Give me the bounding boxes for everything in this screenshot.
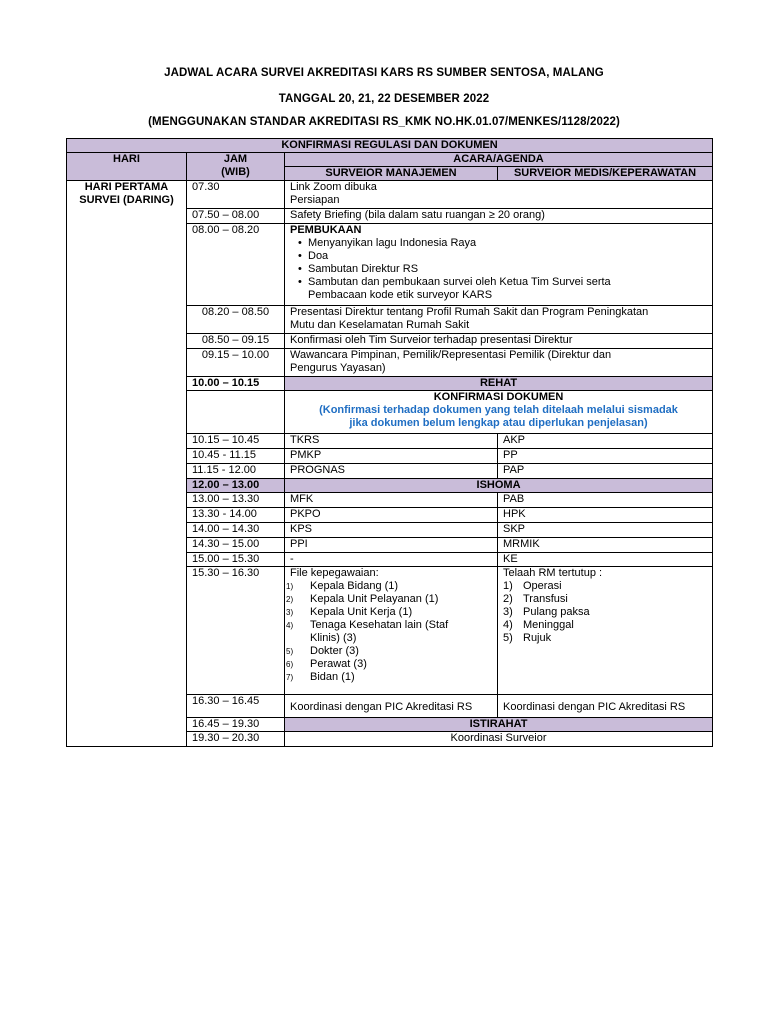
list-number: 3) — [503, 606, 513, 618]
manajemen-header: SURVEIOR MANAJEMEN — [285, 167, 498, 181]
agenda-cell: Konfirmasi oleh Tim Surveior terhadap presentasi Direktur — [285, 334, 713, 349]
list-item — [503, 580, 707, 593]
list-item — [286, 658, 492, 671]
agenda-cell — [285, 306, 713, 334]
list-text: Kepala Bidang (1) — [310, 580, 399, 592]
agenda-cell — [285, 349, 713, 377]
list-number: 1) — [503, 580, 513, 592]
list-item — [286, 619, 492, 632]
manajemen-cell: PROGNAS — [285, 464, 498, 479]
telaah-rm-heading: Telaah RM tertutup : — [503, 567, 603, 579]
section-header-row — [67, 139, 713, 153]
document-standard: (MENGGUNAKAN STANDAR AKREDITASI RS_KMK NO.HK.01.07/MENKES/1128/2022) — [148, 116, 620, 128]
agenda-cell — [285, 181, 713, 209]
list-item — [503, 619, 707, 632]
time-cell: 13.00 – 13.30 — [187, 493, 285, 508]
time-cell: 16.30 – 16.45 — [187, 695, 285, 718]
medis-cell: PAB — [498, 493, 713, 508]
time-cell: 15.00 – 15.30 — [187, 553, 285, 567]
hari-header: HARI — [67, 153, 187, 181]
list-text: Dokter (3) — [310, 645, 359, 657]
list-text: Klinis) (3) — [310, 632, 357, 644]
agenda-line: Presentasi Direktur tentang Profil Rumah Sakit dan Program Peningkatan — [290, 306, 649, 318]
list-text: Operasi — [523, 580, 562, 592]
manajemen-cell: - — [285, 553, 498, 567]
medis-cell: Koordinasi dengan PIC Akreditasi RS — [498, 695, 713, 718]
ishoma-cell: ISHOMA — [285, 479, 713, 493]
list-number: 4) — [286, 621, 294, 630]
list-item — [286, 593, 492, 606]
list-item — [503, 606, 707, 619]
list-number: 7) — [286, 673, 294, 682]
agenda-line: Wawancara Pimpinan, Pemilik/Representasi Pemilik (Direktur dan — [290, 349, 612, 361]
medis-cell: HPK — [498, 508, 713, 523]
list-number: 4) — [503, 619, 513, 631]
istirahat-cell: ISTIRAHAT — [285, 718, 713, 732]
list-text: Rujuk — [523, 632, 552, 644]
document-date: TANGGAL 20, 21, 22 DESEMBER 2022 — [278, 93, 490, 105]
medis-cell: PAP — [498, 464, 713, 479]
list-item: • Doa — [302, 250, 707, 263]
medis-cell: SKP — [498, 523, 713, 538]
list-text: Pulang paksa — [523, 606, 590, 618]
list-item — [286, 606, 492, 619]
medis-cell: MRMIK — [498, 538, 713, 553]
time-cell: 13.30 - 14.00 — [187, 508, 285, 523]
list-text: Perawat (3) — [310, 658, 367, 670]
time-cell: 07.30 — [187, 181, 285, 209]
pembukaan-list — [290, 237, 707, 289]
agenda-cell: Koordinasi Surveior — [285, 732, 713, 747]
manajemen-cell: PMKP — [285, 449, 498, 464]
manajemen-cell: KPS — [285, 523, 498, 538]
list-number: 5) — [286, 647, 294, 656]
agenda-line: Pengurus Yayasan) — [290, 362, 386, 374]
pembukaan-heading: PEMBUKAAN — [290, 224, 362, 236]
time-cell — [187, 391, 285, 434]
day-cell — [67, 181, 187, 747]
medis-cell: KE — [498, 553, 713, 567]
column-header-row — [67, 153, 713, 167]
list-number: 6) — [286, 660, 294, 669]
list-number: 2) — [286, 595, 294, 604]
manajemen-cell — [285, 567, 498, 695]
list-item — [503, 632, 707, 645]
time-cell: 19.30 – 20.30 — [187, 732, 285, 747]
telaah-rm-list — [503, 580, 707, 645]
time-cell: 10.45 - 11.15 — [187, 449, 285, 464]
time-cell: 09.15 – 10.00 — [187, 349, 285, 377]
time-cell: 08.50 – 09.15 — [187, 334, 285, 349]
medis-header: SURVEIOR MEDIS/KEPERAWATAN — [498, 167, 713, 181]
table-row — [67, 181, 713, 209]
list-item-continuation: Pembacaan kode etik surveyor KARS — [308, 289, 493, 301]
time-cell: 07.50 – 08.00 — [187, 209, 285, 224]
manajemen-cell: PPI — [285, 538, 498, 553]
manajemen-cell: MFK — [285, 493, 498, 508]
list-item: • Sambutan Direktur RS — [302, 263, 707, 276]
jam-header — [187, 153, 285, 181]
list-item — [286, 580, 492, 593]
list-item — [286, 645, 492, 658]
wib-label: (WIB) — [221, 166, 250, 178]
list-text: Kepala Unit Kerja (1) — [310, 606, 413, 618]
time-cell: 08.20 – 08.50 — [187, 306, 285, 334]
list-item: • Sambutan dan pembukaan survei oleh Ketua Tim Survei serta — [302, 276, 707, 289]
document-title: JADWAL ACARA SURVEI AKREDITASI KARS RS SUMBER SENTOSA, MALANG — [164, 67, 604, 79]
time-cell: 14.00 – 14.30 — [187, 523, 285, 538]
konfirmasi-heading: KONFIRMASI DOKUMEN — [433, 391, 564, 403]
kepegawaian-list — [286, 580, 492, 684]
list-text: Transfusi — [523, 593, 568, 605]
jam-label: JAM — [223, 153, 248, 165]
day-line1: HARI PERTAMA — [84, 181, 169, 193]
time-cell: 08.00 – 08.20 — [187, 224, 285, 306]
medis-cell: PP — [498, 449, 713, 464]
list-text: Bidan (1) — [310, 671, 355, 683]
agenda-cell: Safety Briefing (bila dalam satu ruangan ≥ 20 orang) — [285, 209, 713, 224]
agenda-cell — [285, 224, 713, 306]
time-cell: 12.00 – 13.00 — [187, 479, 285, 493]
time-cell: 14.30 – 15.00 — [187, 538, 285, 553]
agenda-line: Persiapan — [290, 194, 340, 206]
konfirmasi-note: (Konfirmasi terhadap dokumen yang telah ditelaah melalui sismadak — [319, 404, 678, 416]
manajemen-cell: Koordinasi dengan PIC Akreditasi RS — [285, 695, 498, 718]
medis-cell: AKP — [498, 434, 713, 449]
time-cell: 10.15 – 10.45 — [187, 434, 285, 449]
list-number: 3) — [286, 608, 294, 617]
manajemen-cell: TKRS — [285, 434, 498, 449]
list-item — [503, 593, 707, 606]
section-title: KONFIRMASI REGULASI DAN DOKUMEN — [67, 139, 713, 153]
agenda-line: Link Zoom dibuka — [290, 181, 377, 193]
list-number: 2) — [503, 593, 513, 605]
list-text: Kepala Unit Pelayanan (1) — [310, 593, 439, 605]
time-cell: 11.15 - 12.00 — [187, 464, 285, 479]
time-cell: 10.00 – 10.15 — [187, 377, 285, 391]
time-cell: 16.45 – 19.30 — [187, 718, 285, 732]
list-item — [286, 671, 492, 684]
konfirmasi-note: jika dokumen belum lengkap atau diperlukan penjelasan) — [349, 417, 648, 429]
konfirmasi-cell — [285, 391, 713, 434]
list-text: Tenaga Kesehatan lain (Staf — [310, 619, 449, 631]
rehat-cell: REHAT — [285, 377, 713, 391]
list-number: 1) — [286, 582, 294, 591]
list-item: • Menyanyikan lagu Indonesia Raya — [302, 237, 707, 250]
list-item — [290, 632, 492, 645]
acara-header: ACARA/AGENDA — [285, 153, 713, 167]
medis-cell — [498, 567, 713, 695]
schedule-table — [66, 138, 713, 747]
list-text: Meninggal — [523, 619, 574, 631]
time-cell: 15.30 – 16.30 — [187, 567, 285, 695]
day-line2: SURVEI (DARING) — [79, 194, 174, 206]
list-number: 5) — [503, 632, 513, 644]
manajemen-cell: PKPO — [285, 508, 498, 523]
agenda-line: Mutu dan Keselamatan Rumah Sakit — [290, 319, 470, 331]
file-kepegawaian-heading: File kepegawaian: — [290, 567, 379, 579]
